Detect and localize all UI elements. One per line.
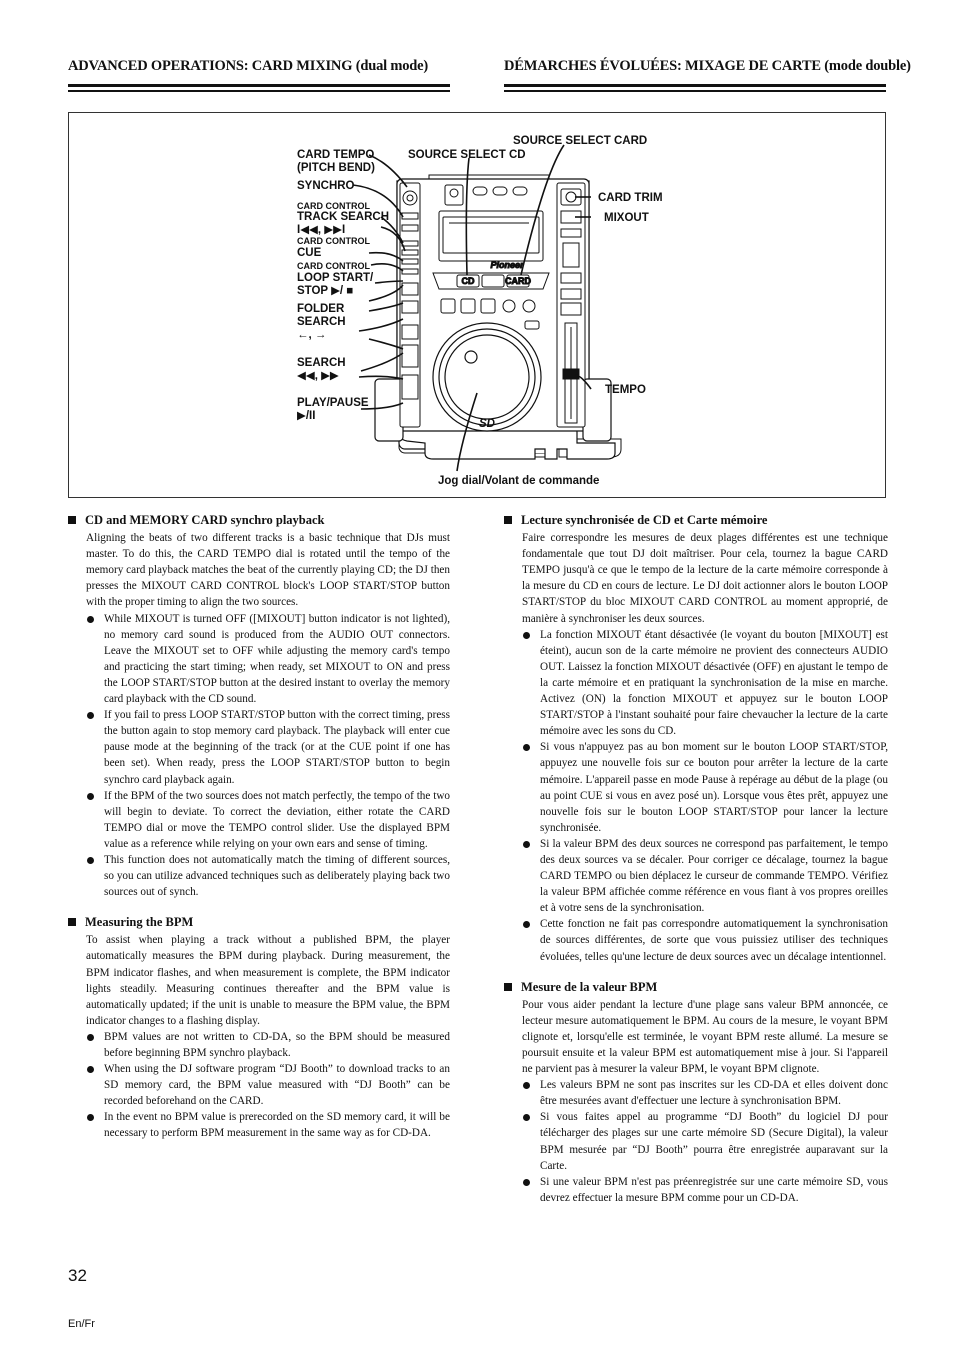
paragraph: Aligning the beats of two different tracks is a basic technique that DJs must master. To do this, the CARD TEMPO dial is rotated until the tempo of the memory card playback matches the beat of the currently playing CD; the DJ then presses the MIXOUT CARD CONTROL block's LOOP START/STOP button with the proper timing to align the two sources. xyxy=(86,532,450,609)
bullet-list xyxy=(504,627,888,965)
bullet-list xyxy=(504,1077,888,1206)
label-tempo: TEMPO xyxy=(605,384,646,396)
list-item: BPM values are not written to CD-DA, so the BPM should be measured before beginning BPM synchro playback. xyxy=(104,1029,450,1061)
list-item: Si vous faites appel au programme “DJ Booth” du logiciel DJ pour télécharger des plages sur une carte mémoire SD (Secure Digital), la valeur BPM mesurée par “DJ Booth” pourra être enregistrée auparavant sur la Carte. xyxy=(540,1109,888,1173)
section-title-synchro-fr: Lecture synchronisée de CD et Carte mémoire xyxy=(504,512,888,528)
header-rule-fr xyxy=(504,84,886,87)
label-card-tempo: CARD TEMPO xyxy=(297,149,375,161)
label-card-control-2: CARD CONTROL xyxy=(297,236,370,246)
label-folder: FOLDER xyxy=(297,303,345,315)
list-item: Si vous n'appuyez pas au bon moment sur le bouton LOOP START/STOP, appuyez une nouvelle fois sur ce bouton pour arrêter la lecture de la carte mémoire. L'appareil passe en mode Pause à repérage au début de la plage (ou au point CUE si vous en avez posé un). Lorsque vous êtes prêt, appuyez une nouvelle fois sur le bouton LOOP START/STOP pour lancer la lecture synchronisée. xyxy=(540,739,888,836)
header-title-fr: DÉMARCHES ÉVOLUÉES: MIXAGE DE CARTE (mode double) xyxy=(504,58,911,74)
column-french xyxy=(504,512,888,1206)
section-title-bpm-fr: Mesure de la valeur BPM xyxy=(504,979,888,995)
label-source-select-cd: SOURCE SELECT CD xyxy=(408,149,526,161)
label-folder-sym: ←, → xyxy=(297,329,327,341)
list-item: While MIXOUT is turned OFF ([MIXOUT] button indicator is not lighted), no memory card sound is produced from the AUDIO OUT connectors. Leave the MIXOUT set to OFF while adjusting the memory card's tempo and practicing the start timing; when ready, set MIXOUT to ON and press the LOOP START/STOP button at the desired instant to overlay the memory card playback with the CD sound. xyxy=(104,611,450,708)
label-track-search-sym: I◀◀, ▶▶I xyxy=(297,224,346,236)
bullet-list xyxy=(68,611,450,901)
label-card-control-3: CARD CONTROL xyxy=(297,261,370,271)
bullet-list xyxy=(68,1029,450,1142)
paragraph: Faire correspondre les mesures de deux plages différentes est une technique fondamentale que tout DJ doit maîtriser. Pour cela, tournez la bague CARD TEMPO jusqu'à ce que le tempo de la lecture de la carte mémoire corresponde à la mesure du CD en cours de lecture. Le DJ doit actionner alors le bouton LOOP START/STOP du bloc MIXOUT CARD CONTROL au moment approprié, de manière à synchroniser les deux sources. xyxy=(522,532,888,625)
list-item: In the event no BPM value is prerecorded on the SD memory card, it will be necessary to perform BPM measurement in the same way as for CD-DA. xyxy=(104,1109,450,1141)
label-synchro: SYNCHRO xyxy=(297,180,355,192)
square-bullet-icon xyxy=(68,918,76,926)
list-item: La fonction MIXOUT étant désactivée (le voyant du bouton [MIXOUT] est éteint), aucun son de la carte mémoire ne provient des connecteurs AUDIO OUT. Laissez la fonction MIXOUT désactivée (OFF) en ajustant le tempo de la carte mémoire et en pratiquant la synchronisation de la mise en marche. Activez (ON) la fonction MIXOUT et appuyez sur le bouton LOOP START/STOP à l'instant souhaité pour faire chevaucher la lecture de la carte mémoire avec les sons du CD. xyxy=(540,627,888,740)
header-rule-en-2 xyxy=(68,90,450,92)
list-item: If you fail to press LOOP START/STOP button with the correct timing, press the button again to stop memory card playback. The playback will enter cue pause mode at the beginning of the track (or at the CUE point if one has been set). When ready, press the LOOP START/STOP button to begin synchro card playback again. xyxy=(104,707,450,787)
label-mixout: MIXOUT xyxy=(604,212,649,224)
sd-logo xyxy=(479,418,495,430)
paragraph: To assist when playing a track without a published BPM, the player automatically measures the BPM during playback. During measurement, the BPM indicator flashes, and when measurement is complete, the BPM indicator lights steadily. Measuring continues thereafter and the BPM value is automatically updated; if the unit is unable to measure the BPM value, the BPM indicator changes to a flashing display. xyxy=(86,934,450,1027)
section-title-bpm-en: Measuring the BPM xyxy=(68,914,450,930)
list-item: Si la valeur BPM des deux sources ne correspond pas parfaitement, le tempo des deux sources va se décaler. Pour corriger ce décalage, tournez la bague CARD TEMPO ou bien déplacez le curseur de commande TEMPO. Vérifiez la valeur BPM affichée comme référence en vous fiant à vos propres oreilles et à votre sens de la synchronisation. xyxy=(540,836,888,916)
label-folder-search: SEARCH xyxy=(297,316,346,328)
btn-card-label: CARD xyxy=(505,276,531,286)
header-rule-en xyxy=(68,84,450,87)
column-english xyxy=(68,512,450,1142)
btn-cd-label: CD xyxy=(461,276,475,286)
label-card-control-1: CARD CONTROL xyxy=(297,201,370,211)
label-loop-stop-sym: STOP ▶/ ■ xyxy=(297,285,354,297)
page-number: 32 xyxy=(68,1266,87,1285)
label-jog-dial: Jog dial/Volant de commande xyxy=(438,475,600,487)
list-item: Les valeurs BPM ne sont pas inscrites sur les CD-DA et elles doivent donc être mesurées avant d'effectuer une lecture à synchronisation BPM. xyxy=(540,1077,888,1109)
cdj-right-strip xyxy=(557,183,585,427)
square-bullet-icon xyxy=(68,516,76,524)
language-code: En/Fr xyxy=(68,1318,95,1330)
jog-dial-illustration xyxy=(433,323,541,431)
square-bullet-icon xyxy=(504,983,512,991)
paragraph: Pour vous aider pendant la lecture d'une plage sans valeur BPM annoncée, ce lecteur mesure automatiquement le BPM. Au cours de la mesure, le voyant BPM clignote et, lorsqu'elle est terminée, le voyant BPM reste allumé. La mesure se poursuit ensuite et la valeur BPM est automatiquement mise à jour. Si l'appareil ne parvient pas à mesurer la valeur BPM, le voyant BPM clignote. xyxy=(522,998,888,1076)
label-search-sym: ◀◀, ▶▶ xyxy=(297,370,339,382)
svg-text:SD: SD xyxy=(479,418,495,430)
label-loop-start: LOOP START/ xyxy=(297,272,374,284)
label-cue: CUE xyxy=(297,247,322,259)
device-illustration xyxy=(69,113,887,499)
label-source-select-card: SOURCE SELECT CARD xyxy=(513,135,648,147)
label-card-trim: CARD TRIM xyxy=(598,192,663,204)
list-item: Si une valeur BPM n'est pas préenregistrée sur une carte mémoire SD, vous devrez effectuer la mesure BPM comme pour un CD-DA. xyxy=(540,1174,888,1206)
square-bullet-icon xyxy=(504,516,512,524)
device-diagram xyxy=(68,112,886,498)
cdj-left-strip xyxy=(400,183,420,427)
label-play-pause: PLAY/PAUSE xyxy=(297,397,369,409)
label-pitch-bend: (PITCH BEND) xyxy=(297,162,375,174)
label-search: SEARCH xyxy=(297,357,346,369)
label-track-search: TRACK SEARCH xyxy=(297,211,389,223)
section-title-synchro-en: CD and MEMORY CARD synchro playback xyxy=(68,512,450,528)
list-item: This function does not automatically match the timing of different sources, so you can utilize advanced techniques such as deliberately playing back two sources out of synch. xyxy=(104,852,450,900)
brand-logo: Pioneer xyxy=(490,260,524,270)
header-title-en: ADVANCED OPERATIONS: CARD MIXING (dual mode) xyxy=(68,58,429,74)
label-play-pause-sym: ▶/II xyxy=(297,410,316,422)
list-item: If the BPM of the two sources does not match perfectly, the tempo of the two will begin to deviate. To correct the deviation, either rotate the CARD TEMPO dial or move the TEMPO control slider. Use the displayed BPM value as a reference while relying on your own ears and sense of timing. xyxy=(104,788,450,852)
list-item: Cette fonction ne fait pas correspondre automatiquement la synchronisation de sources différentes, de sorte que vous puissiez utiliser des techniques évoluées, telles qu'une lecture de deux sources avec un décalage intentionnel. xyxy=(540,916,888,964)
list-item: When using the DJ software program “DJ Booth” to download tracks to an SD memory card, the BPM value measured with “DJ Booth” can be recorded beforehand on the CARD. xyxy=(104,1061,450,1109)
header-rule-fr-2 xyxy=(504,90,886,92)
